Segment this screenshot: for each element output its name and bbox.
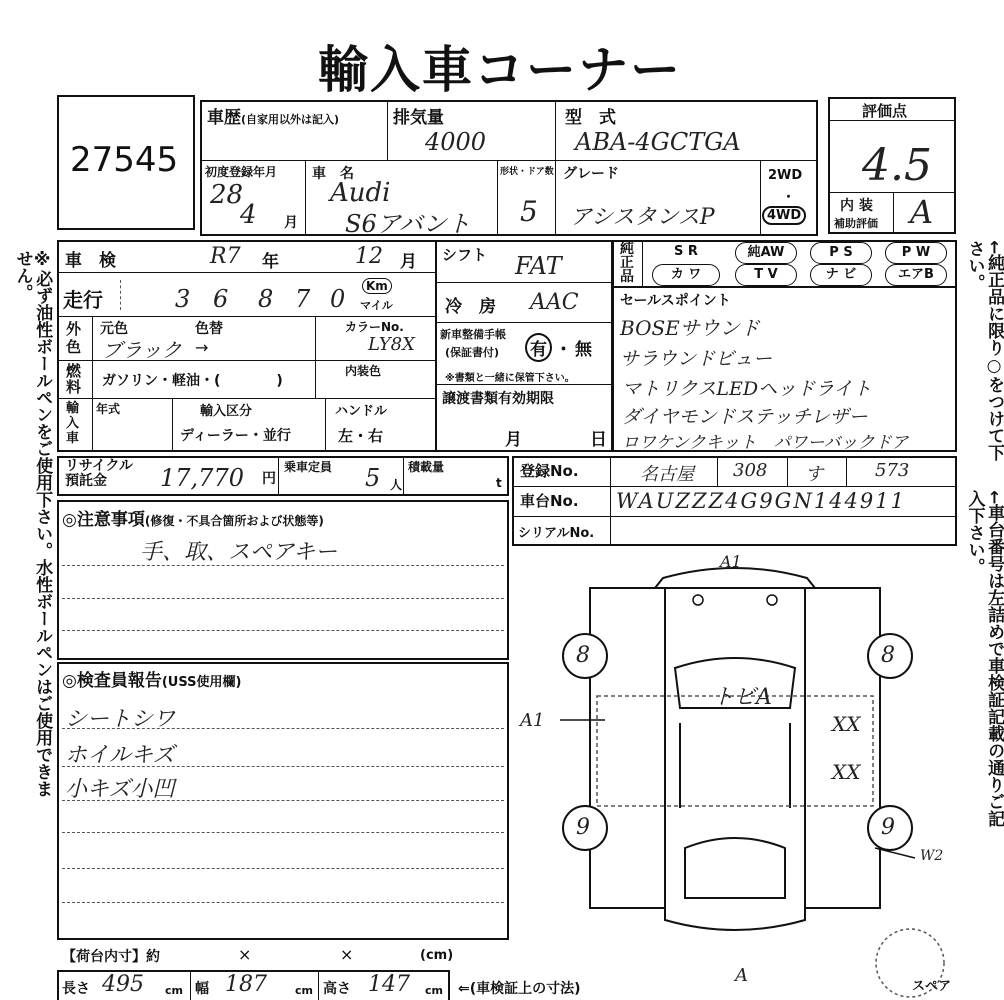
length-unit: cm <box>165 984 183 997</box>
first-reg-month: 4 <box>240 200 257 230</box>
registration-part: 名古屋 <box>640 464 694 485</box>
inspector-line: シートシワ <box>65 707 176 732</box>
sales-point-line: BOSEサウンド <box>620 316 760 340</box>
page-title: 輸入車コーナー <box>318 41 682 99</box>
cargo-label: 【荷台内寸】約 <box>62 949 160 965</box>
doors-label: 形状・ドア数 <box>500 167 554 177</box>
damage-mark-right2: XX <box>832 760 861 784</box>
shift-label: シフト <box>442 246 488 264</box>
width-value: 187 <box>225 972 267 997</box>
maintenance-sub: (保証書付) <box>445 346 500 359</box>
transfer-label: 譲渡書類有効期限 <box>442 391 554 407</box>
tire-mark-fl: 8 <box>576 643 590 668</box>
damage-mark-right1: XX <box>832 712 861 736</box>
car-name-label: 車 名 <box>312 166 354 182</box>
genuine-pw: P W <box>885 242 947 264</box>
tire-mark-rr: 9 <box>881 815 895 840</box>
doors-value: 5 <box>520 195 538 228</box>
chassis-value: WAUZZZ4G9GN144911 <box>616 489 906 513</box>
shaken-era: R7 <box>210 244 241 269</box>
mileage-unit-mile: マイル <box>360 299 393 312</box>
load-unit: t <box>496 476 502 490</box>
color-value: ブラック <box>102 338 182 362</box>
car-name-line2: S6アバント <box>345 210 471 238</box>
grade-value: アシスタンスP <box>570 205 715 230</box>
width-label: 幅 <box>195 981 209 997</box>
color-arrow: → <box>195 338 209 357</box>
load-label: 積載量 <box>408 460 445 474</box>
sales-point-line: ダイヤモンドステッチレザー <box>622 406 868 428</box>
first-reg-year: 28 <box>210 180 244 210</box>
height-value: 147 <box>368 972 410 997</box>
maintenance-note: ※書類と一緒に保管下さい。 <box>445 373 575 384</box>
length-label: 長さ <box>62 981 90 997</box>
sales-points-label: セールスポイント <box>620 293 731 309</box>
tire-mark-rl: 9 <box>576 815 590 840</box>
genuine-aw: 純AW <box>735 242 797 264</box>
handle-value: 左・右 <box>338 427 384 445</box>
history-label: 車歴(自家用以外は記入) <box>207 108 340 128</box>
interior-sub-label: 補助評価 <box>834 217 878 230</box>
serial-label: シリアルNo. <box>518 526 595 541</box>
interior-color-label: 内装色 <box>345 364 382 378</box>
drive-4wd: 4WD <box>762 206 806 225</box>
registration-part: 573 <box>875 460 910 481</box>
dims-note: ⇐(車検証上の寸法) <box>458 981 581 997</box>
registration-part: す <box>805 464 823 485</box>
drive-dot: ・ <box>782 190 796 205</box>
capacity-value: 5 <box>365 464 381 492</box>
first-reg-month-unit: 月 <box>284 215 298 231</box>
cargo-unit: (cm) <box>420 948 454 963</box>
genuine-ps: P S <box>810 242 872 264</box>
genuine-tv: T V <box>735 264 797 286</box>
inspector-line: ホイルキズ <box>65 743 175 768</box>
recycle-value: 17,770 <box>160 464 244 492</box>
right-side-note-chassis: ←車台番号は左詰めで車検証記載の通りご記入下さい。 <box>964 490 1004 828</box>
mileage-unit-km: Km <box>362 278 392 294</box>
aircon-value: AAC <box>530 290 579 315</box>
tire-mark-fr: 8 <box>881 643 895 668</box>
maintenance-label: 新車整備手帳 <box>440 328 506 341</box>
model-code-value: ABA-4GCTGA <box>575 128 741 156</box>
sales-point-line: ロワケンクキット パワーバックドア <box>622 433 909 453</box>
registration-part: 308 <box>733 460 768 481</box>
displacement-label: 排気量 <box>393 108 444 128</box>
genuine-label: 純正品 <box>620 241 634 285</box>
handle-label: ハンドル <box>335 404 388 419</box>
first-reg-label: 初度登録年月 <box>205 165 278 179</box>
import-label: 輸入車 <box>66 401 80 446</box>
color-code-value: LY8X <box>368 334 415 355</box>
lot-number: 27545 <box>70 140 179 180</box>
interior-label: 内 装 <box>840 198 873 214</box>
damage-mark-rear-right: W2 <box>920 848 944 864</box>
maintenance-dot: ・ <box>555 340 572 360</box>
notes-label: ◎注意事項(修復・不具合箇所および状態等) <box>62 510 324 530</box>
fuel-label: 燃料 <box>66 362 82 396</box>
transfer-month-unit: 月 <box>505 430 522 450</box>
shaken-year-unit: 年 <box>262 252 279 272</box>
damage-mark-windshield: トビA <box>712 685 772 710</box>
fuel-value: ガソリン・軽油・( ) <box>102 373 283 389</box>
mileage-digit: 6 <box>213 285 229 313</box>
chassis-label: 車台No. <box>520 492 579 510</box>
import-type-label: 輸入区分 <box>200 404 253 419</box>
transfer-day-unit: 日 <box>590 430 607 450</box>
damage-mark-rear: A <box>735 965 748 986</box>
import-type-value: ディーラー・並行 <box>180 428 291 444</box>
inspector-line: 小キズ小凹 <box>65 777 175 802</box>
capacity-label: 乗車定員 <box>284 460 333 474</box>
import-year-label: 年式 <box>96 402 121 416</box>
shaken-label: 車 検 <box>65 251 116 271</box>
height-label: 高さ <box>323 981 351 997</box>
drive-2wd: 2WD <box>768 168 803 183</box>
displacement-value: 4000 <box>425 128 487 156</box>
cargo-x2: × <box>340 945 354 964</box>
right-side-note-genuine: ←純正品に限り○をつけて下さい。 <box>964 240 1004 462</box>
maintenance-no: 無 <box>575 340 592 360</box>
aircon-label: 冷 房 <box>445 297 496 317</box>
height-unit: cm <box>425 984 443 997</box>
interior-value: A <box>910 193 934 231</box>
damage-mark-top: A1 <box>720 552 742 571</box>
recycle-unit: 円 <box>262 471 276 487</box>
mileage-digit: 0 <box>330 285 346 313</box>
capacity-unit: 人 <box>390 478 403 492</box>
width-unit: cm <box>295 984 313 997</box>
genuine-kawa: カ ワ <box>652 264 720 286</box>
rating-value: 4.5 <box>862 140 932 191</box>
car-name-line1: Audi <box>330 178 391 208</box>
mileage-digit: 7 <box>295 285 311 313</box>
grade-label: グレード <box>563 166 619 182</box>
left-side-note: ※必ず油性ボールペンをご使用下さい。水性ボールペンはご使用できません。 <box>12 250 53 797</box>
spare-label: スペア <box>912 979 952 994</box>
car-diagram <box>515 548 955 948</box>
mileage-digit: 8 <box>258 285 274 313</box>
genuine-airbag: エアB <box>885 264 947 286</box>
mileage-digit: 3 <box>175 285 191 313</box>
orig-color-label: 元色 <box>100 321 128 337</box>
notes-line: 手、取、スペアキー <box>140 540 338 565</box>
shaken-month-unit: 月 <box>400 252 417 272</box>
maintenance-yes: 有 <box>525 333 552 362</box>
model-code-label: 型 式 <box>565 108 616 128</box>
genuine-navi: ナ ビ <box>810 264 872 286</box>
registration-label: 登録No. <box>520 462 579 480</box>
change-color-label: 色替 <box>195 321 223 337</box>
sales-point-line: サラウンドビュー <box>620 348 773 370</box>
shift-value: FAT <box>515 252 562 280</box>
genuine-sr: S R <box>674 244 698 259</box>
sales-point-line: マトリクスLEDヘッドライト <box>622 378 872 400</box>
rating-label: 評価点 <box>862 102 908 120</box>
inspector-label: ◎検査員報告(USS使用欄) <box>62 671 242 691</box>
length-value: 495 <box>102 972 144 997</box>
outer-color-label: 外色 <box>66 320 82 356</box>
damage-mark-left: A1 <box>520 710 545 731</box>
cargo-x1: × <box>238 945 252 964</box>
mileage-label: 走行 <box>63 288 103 312</box>
color-code-label: カラーNo. <box>345 320 404 334</box>
shaken-month: 12 <box>355 244 383 269</box>
recycle-label: リサイクル預託金 <box>65 458 134 489</box>
